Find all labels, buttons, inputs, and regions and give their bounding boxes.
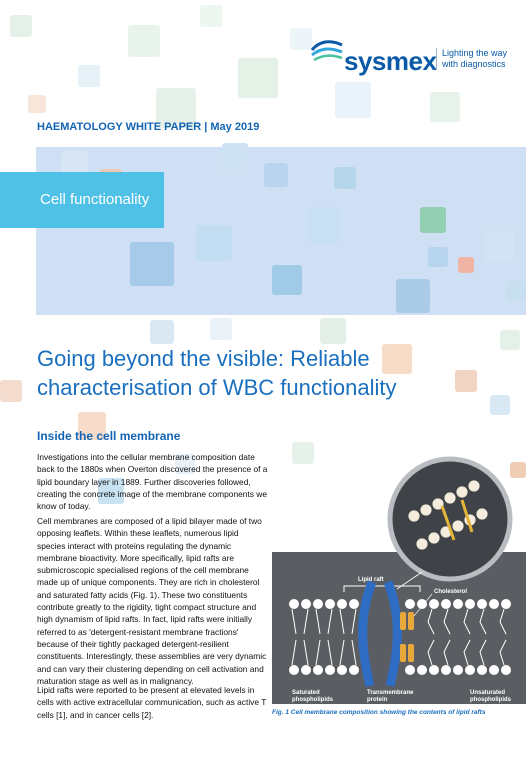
- page-title-line1: Going beyond the visible: Reliable: [37, 346, 370, 371]
- lipid-raft-figure: [272, 444, 526, 764]
- label-lipid-raft: Lipid raft: [358, 577, 384, 583]
- brand-tagline-line1: Lighting the way: [442, 48, 508, 58]
- label-saturated-line1: Saturated: [292, 690, 320, 696]
- label-unsaturated-line1: Unsaturated: [470, 690, 506, 696]
- brand-name: sysmex: [344, 46, 437, 76]
- label-transmembrane-line2: protein: [367, 697, 388, 703]
- sysmex-swirl-icon: [310, 36, 344, 62]
- logo-divider: [436, 48, 437, 70]
- body-paragraph: Cell membranes are composed of a lipid bilayer made of two opposing leaflets. Within these leaflets, numerous lipid species interact with proteins regulating the dynamic membrane bioactivity. More specifically, lipid rafts are submicroscopic specialised regions of the cell membrane made up of unique components. They are rich in cholesterol and saturated fatty acids (Fig. 1). These two constituents contribute greatly to the rigidity, tight compact structure and high dynamism of lipid rafts. In fact, lipid rafts were initially referred to as 'detergent-resistant membrane fractions' because of their tightly packaged detergent-resilient constituents. Interestingly, these assemblies are very dynamic and can vary their clustering depending on cell activation and maturation stage as well as in malignancy.: [37, 516, 267, 686]
- section-subheading: Inside the cell membrane: [37, 429, 181, 443]
- section-tab-label: Cell functionality: [40, 191, 150, 208]
- decor-square: [150, 320, 174, 344]
- section-tab: [0, 172, 164, 228]
- decor-square: [210, 318, 232, 340]
- body-paragraph: Lipid rafts were reported to be present at elevated levels in cells with active extracellular communication, such as active T cells [1], and in cancer cells [2].: [37, 685, 267, 720]
- decor-square: [0, 380, 22, 402]
- decor-square: [320, 318, 346, 344]
- sysmex-logo[interactable]: [310, 34, 520, 78]
- membrane-illustration: [272, 444, 526, 706]
- page-title-line2: characterisation of WBC functionality: [37, 375, 397, 400]
- label-unsaturated-phospholipids: [470, 690, 511, 704]
- figure-caption: Fig. 1 Cell membrane composition showing the contents of lipid rafts: [272, 709, 486, 716]
- label-transmembrane-protein: [367, 690, 413, 704]
- brand-tagline-line2: with diagnostics: [442, 59, 506, 69]
- label-cholesterol: Cholesterol: [434, 589, 468, 595]
- series-label: HAEMATOLOGY WHITE PAPER | May 2019: [37, 121, 260, 133]
- label-saturated-phospholipids: [292, 690, 333, 704]
- label-unsaturated-line2: phospholipids: [470, 697, 511, 703]
- label-saturated-line2: phospholipids: [292, 697, 333, 703]
- body-paragraph: Investigations into the cellular membrane composition date back to the 1880s when Overton discovered the presence of a lipid boundary layer in 1889. Further discoveries followed, creating the concrete image of the membrane components we know of today.: [37, 452, 268, 512]
- page-title: [37, 344, 507, 402]
- label-transmembrane-line1: Transmembrane: [367, 690, 414, 696]
